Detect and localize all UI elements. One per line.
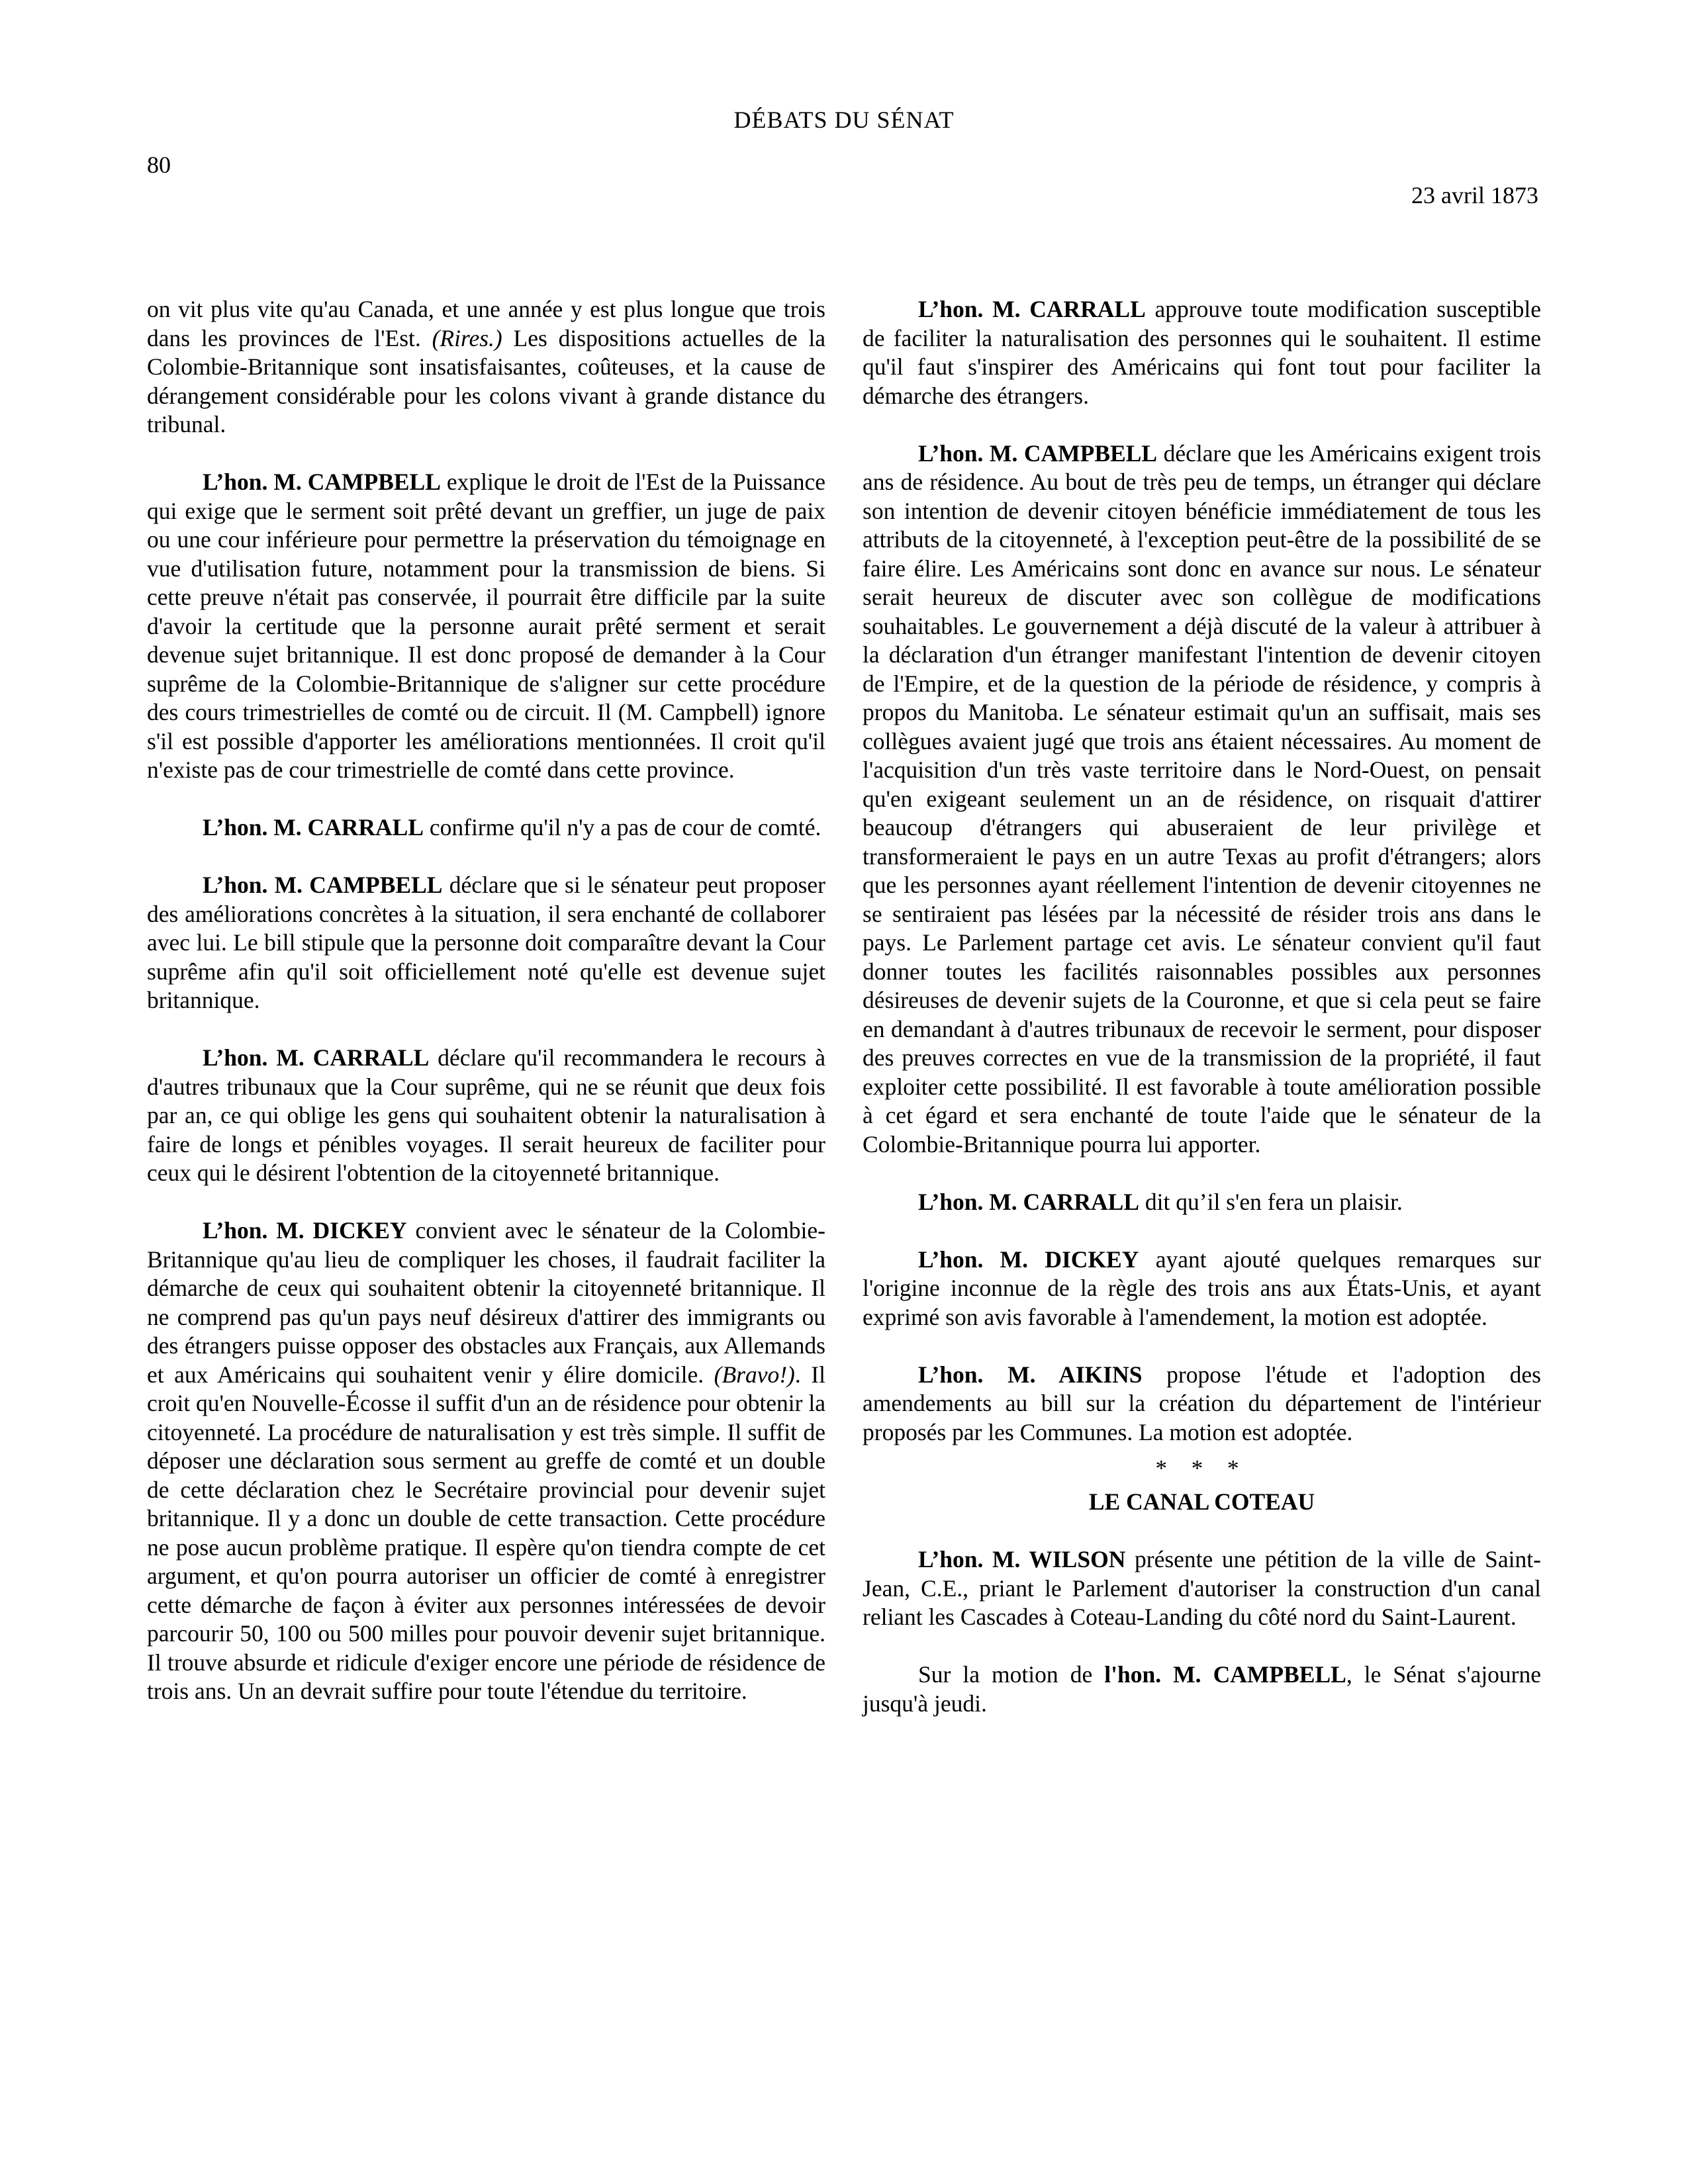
paragraph: L’hon. M. CARRALL confirme qu'il n'y a pas de cour de comté.: [203, 814, 821, 841]
paragraph: Sur la motion de l'hon. M. CAMPBELL, le Sénat s'ajourne jusqu'à jeudi.: [863, 1661, 1542, 1717]
paragraph: L’hon. M. CAMPBELL déclare que les Américains exigent trois ans de résidence. Au bout de très peu de temps, un étranger qui déclare son intention de devenir citoyen bénéficie immédiatement de tous les attributs de la citoyenneté, à l'exception peut-être de la possibilité de se faire élire. Les Américains sont donc en avance sur nous. Le sénateur serait heureux de discuter avec son collègue de modifications souhaitables. Le gouvernement a déjà discuté de la valeur à attribuer à la déclaration d'un étranger manifestant l'intention de devenir citoyen de l'Empire, et de la question de la période de résidence, y compris à propos du Manitoba. Le sénateur estimait qu'un an suffisait, mais ses collègues avaient jugé que trois ans étaient nécessaires. Au moment de l'acquisition d'un très vaste territoire dans le Nord-Ouest, on pensait qu'en exigeant seulement un an de résidence, on risquait d'attirer beaucoup d'étrangers qui abuseraient de leur privilège et transformeraient le pays en un autre Texas au profit d'étrangers; alors que les personnes ayant réellement l'intention de devenir citoyennes ne se sentiraient pas lésées par la nécessité de résider trois ans dans le pays. Le Parlement partage cet avis. Le sénateur convient qu'il faut donner toutes les facilités raisonnables possibles aux personnes désireuses de devenir sujets de la Couronne, et que si cela peut se faire en demandant à d'autres tribunaux de recevoir le serment, pour disposer des preuves correctes en vue de la transmission de la propriété, il faut exploiter cette possibilité. Il est favorable à toute amélioration possible à cet égard et sera enchanté de toute l'aide que le sénateur de la Colombie-Britannique pourra lui apporter.: [863, 439, 1541, 1158]
paragraph: L’hon. M. AIKINS propose l'étude et l'adoption des amendements au bill sur la création du département de l'intérieur proposés par les Communes. La motion est adoptée.: [863, 1361, 1541, 1445]
paragraph: L’hon. M. CAMPBELL explique le droit de l'Est de la Puissance qui exige que le serment soit prêté devant un greffier, un juge de paix ou une cour inférieure pour permettre la préservation du témoignage en vue d'utilisation future, notamment pour la transmission de biens. Si cette preuve n'était pas conservée, il pourrait être difficile par la suite d'avoir la certitude que la personne aurait prêté serment et serait devenue sujet britannique. Il est donc proposé de demander à la Cour suprême de la Colombie-Britannique de s'aligner sur cette procédure des cours trimestrielles de comté ou de circuit. Il (M. Campbell) ignore s'il est possible d'apporter les améliorations mentionnées. Il croit qu'il n'existe pas de cour trimestrielle de comté dans cette province.: [147, 469, 825, 783]
paragraph: L’hon. M. CARRALL dit qu’il s'en fera un plaisir.: [918, 1188, 1403, 1215]
section-separator: * * *: [1155, 1455, 1248, 1481]
right-column: [863, 295, 1541, 1747]
speaker-name: L’hon. M. CAMPBELL: [203, 872, 443, 898]
speaker-name: L’hon. M. CAMPBELL: [918, 439, 1158, 467]
paragraph: L’hon. M. WILSON présente une pétition de la ville de Saint-Jean, C.E., priant le Parlement d'autoriser la construction d'un canal reliant les Cascades à Coteau-Landing du côté nord du Saint-Laurent.: [863, 1546, 1541, 1630]
running-title: DÉBATS DU SÉNAT: [733, 107, 955, 133]
speaker-name: L’hon. M. CARRALL: [918, 1188, 1140, 1215]
paragraph: L’hon. M. DICKEY convient avec le sénateur de la Colombie-Britannique qu'au lieu de compliquer les choses, il faudrait faciliter la démarche de ceux qui souhaitent obtenir la citoyenneté britannique. Il ne comprend pas qu'un pays neuf désireux d'attirer des immigrants ou des étrangers puisse opposer des obstacles aux Français, aux Allemands et aux Américains qui souhaitent venir y élire domicile. (Bravo!). Il croit qu'en Nouvelle-Écosse il suffit d'un an de résidence pour obtenir la citoyenneté. La procédure de naturalisation y est très simple. Il suffit de déposer une déclaration sous serment au greffe de comté et un double de cette déclaration chez le Secrétaire provincial pour devenir sujet britannique. Il y a donc un double de cette transaction. Cette procédure ne pose aucun problème pratique. Il espère qu'on tiendra compte de cet argument, et qu'on pourra autoriser un officier de comté à enregistrer cette démarche de façon à éviter aux personnes intéressées de devoir parcourir 50, 100 ou 500 milles pour pouvoir devenir sujet britannique. Il trouve absurde et ridicule d'exiger encore une période de résidence de trois ans. Un an devrait suffire pour toute l'étendue du territoire.: [147, 1217, 825, 1704]
left-column: [147, 295, 825, 1735]
speaker-name: L’hon. M. DICKEY: [203, 1217, 407, 1244]
speaker-name: L’hon. M. CAMPBELL: [203, 469, 441, 495]
paragraph: L’hon. M. CAMPBELL déclare que si le sénateur peut proposer des améliorations concrètes à la situation, il sera enchanté de collaborer avec lui. Le bill stipule que la personne doit comparaître devant la Cour suprême afin qu'il soit officiellement noté qu'elle est devenue sujet britannique.: [147, 872, 825, 1013]
paragraph: on vit plus vite qu'au Canada, et une année y est plus longue que trois dans les provinces de l'Est. (Rires.) Les dispositions actuelles de la Colombie-Britannique sont insatisfaisantes, coûteuses, et la cause de dérangement considérable pour les colons vivant à grande distance du tribunal.: [147, 296, 826, 437]
speaker-name: L’hon. M. DICKEY: [918, 1246, 1139, 1273]
speaker-name: L’hon. M. AIKINS: [918, 1361, 1143, 1388]
speaker-name: l'hon. M. CAMPBELL: [1104, 1661, 1346, 1688]
paragraph: L’hon. M. DICKEY ayant ajouté quelques remarques sur l'origine inconnue de la règle des trois ans aux États-Unis, et ayant exprimé son avis favorable à l'amendement, la motion est adoptée.: [863, 1246, 1541, 1330]
speaker-name: L’hon. M. CARRALL: [203, 1044, 430, 1071]
section-heading: LE CANAL COTEAU: [1088, 1488, 1315, 1515]
session-date: 23 avril 1873: [1411, 182, 1538, 208]
speaker-name: L’hon. M. WILSON: [918, 1546, 1126, 1572]
page-number: 80: [147, 152, 171, 178]
paragraph: L’hon. M. CARRALL approuve toute modification susceptible de faciliter la naturalisation des personnes qui le souhaitent. Il estime qu'il faut s'inspirer des Américains qui font tout pour faciliter la démarche des étrangers.: [863, 296, 1541, 409]
speaker-name: L’hon. M. CARRALL: [918, 296, 1146, 322]
speaker-name: L’hon. M. CARRALL: [203, 814, 424, 841]
paragraph: L’hon. M. CARRALL déclare qu'il recommandera le recours à d'autres tribunaux que la Cour suprême, qui ne se réunit que deux fois par an, ce qui oblige les gens qui souhaitent obtenir la naturalisation à faire de longs et pénibles voyages. Il serait heureux de faciliter pour ceux qui le désirent l'obtention de la citoyenneté britannique.: [147, 1044, 825, 1186]
